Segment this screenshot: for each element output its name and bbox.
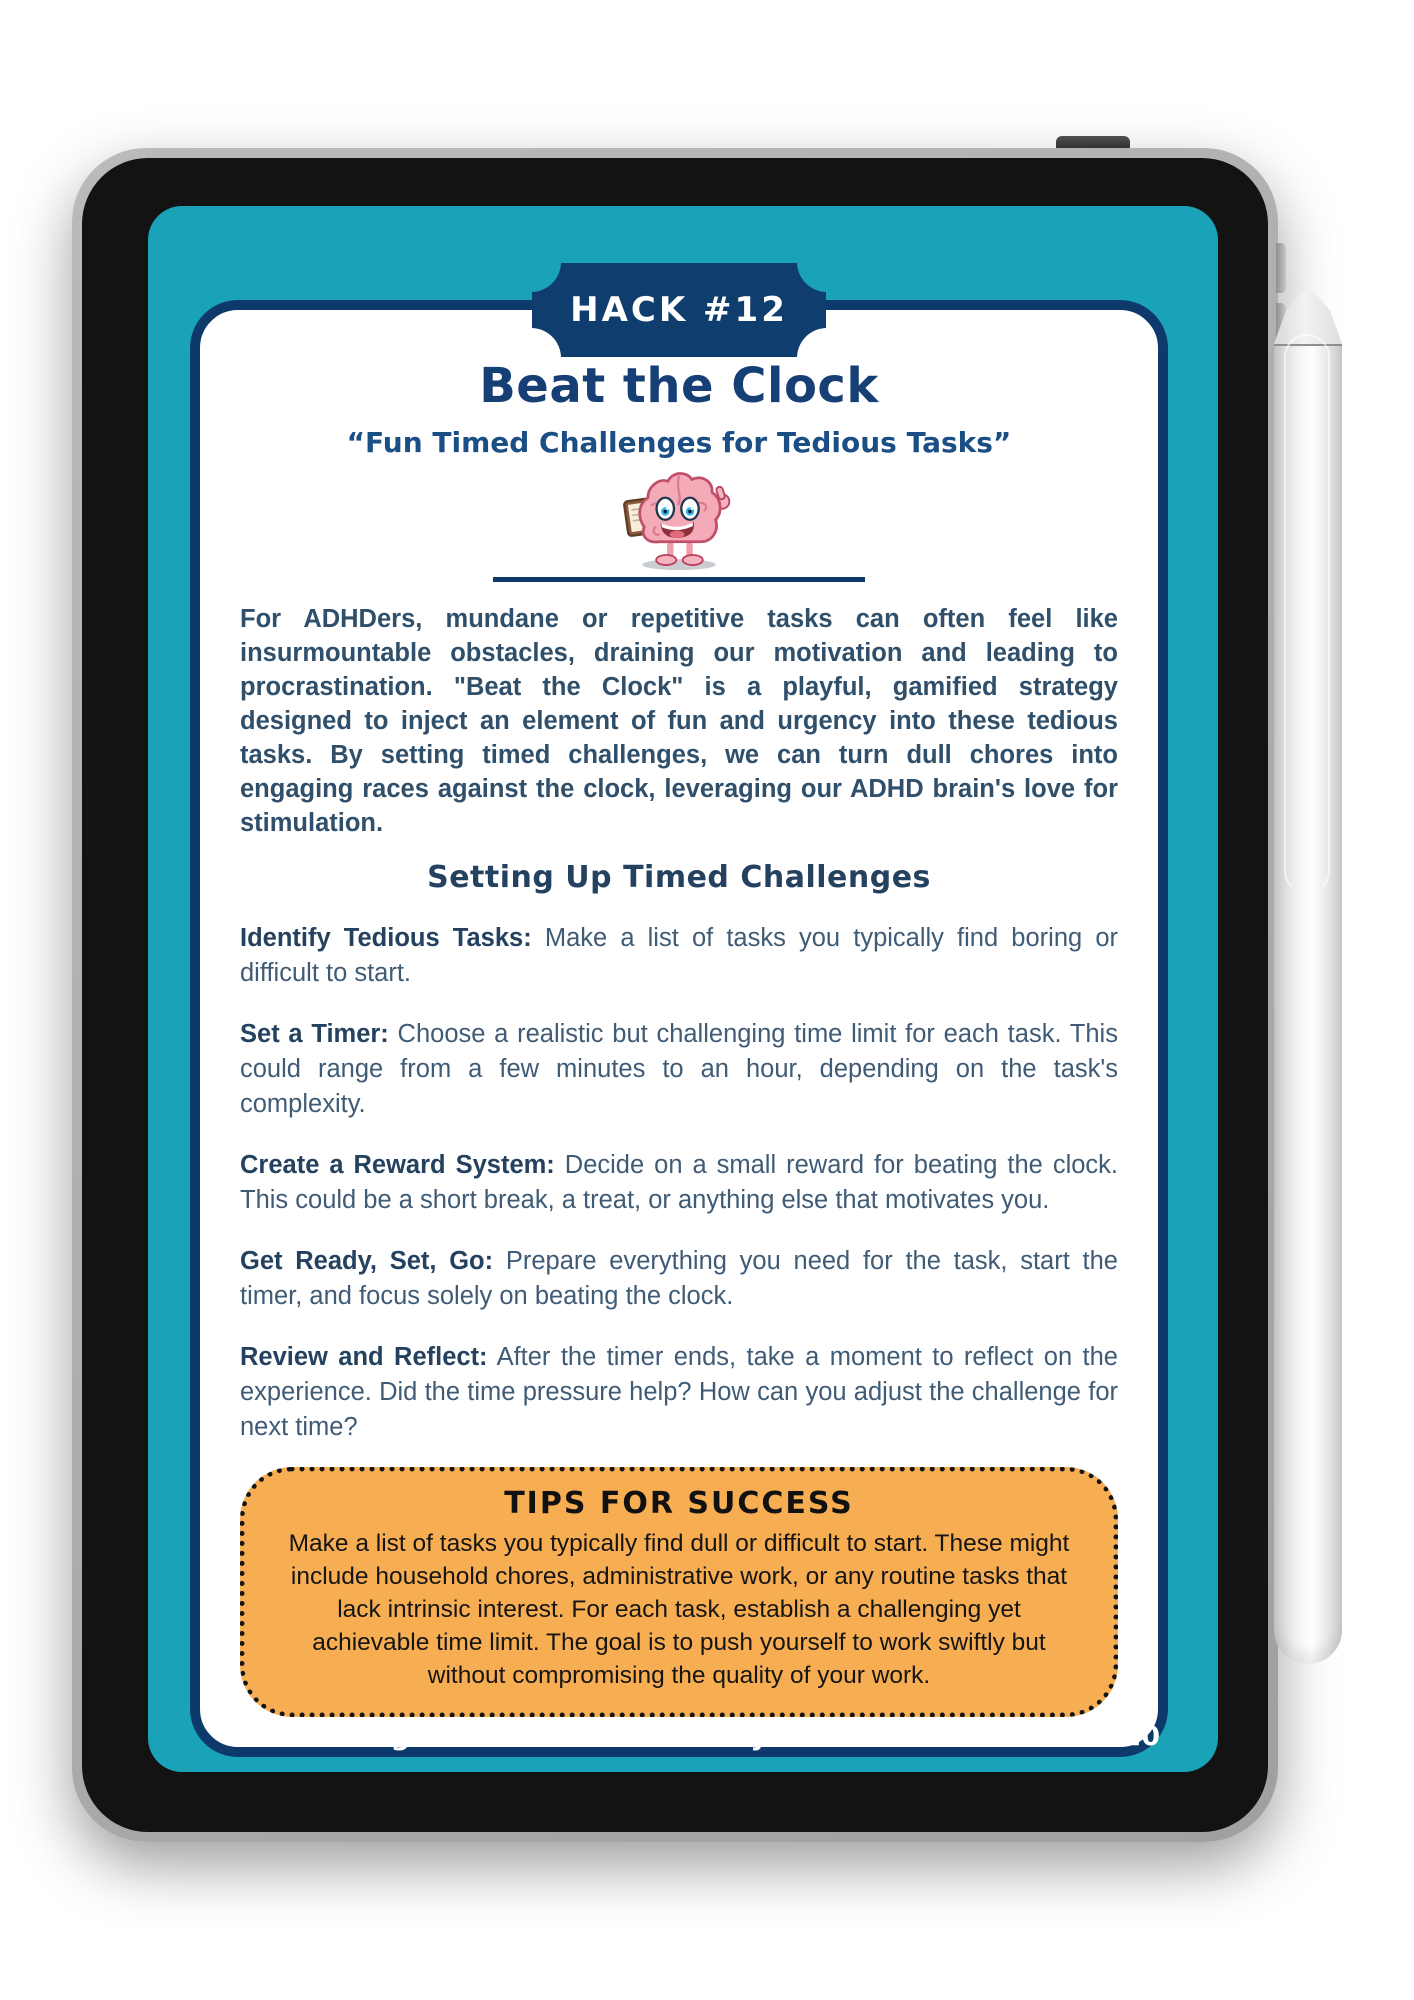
badge-corner-cut	[531, 262, 561, 292]
hack-badge	[532, 263, 826, 357]
brain-mascot-image	[240, 463, 1118, 571]
title-divider	[493, 577, 865, 582]
badge-corner-cut	[531, 328, 561, 358]
stylus	[1274, 288, 1342, 1664]
page-title: Beat the Clock	[479, 358, 879, 414]
badge-corner-cut	[797, 328, 827, 358]
tips-box	[240, 1467, 1118, 1717]
step-paragraph	[240, 1017, 1118, 1122]
step-label: Set a Timer:	[240, 1020, 389, 1048]
hack-badge-label: HACK #12	[570, 290, 788, 330]
section-heading: Setting Up Timed Challenges	[427, 860, 931, 895]
tablet-bezel	[82, 158, 1268, 1832]
tips-text: Make a list of tasks you typically find dull or difficult to start. These might include household chores, administrative work, or any routine tasks that lack intrinsic interest. For each task, establish a challenging yet achievable time limit. The goal is to push yourself to work swiftly but without compromising the quality of your work.	[288, 1530, 1070, 1689]
step-paragraph	[240, 1148, 1118, 1218]
intro-paragraph: For ADHDers, mundane or repetitive tasks can often feel like insurmountable obstacles, draining our motivation and leading to procrastination. "Beat the Clock" is a playful, gamified strategy designed to inject an element of fun and urgency into these tedious tasks. By setting timed challenges, we can turn dull chores into engaging races against the clock, leveraging our ADHD brain's love for stimulation.	[240, 605, 1118, 837]
step-paragraph	[240, 921, 1118, 991]
page-footer	[252, 1721, 1160, 1752]
step-label: Get Ready, Set, Go:	[240, 1247, 494, 1275]
step-text: Prepare everything you need for the task, start the timer, and focus solely on beating the clock.	[240, 1247, 1118, 1310]
tablet-screen	[148, 206, 1218, 1772]
step-paragraph	[240, 1244, 1118, 1314]
step-label: Review and Reflect:	[240, 1343, 488, 1371]
step-text: Choose a realistic but challenging time limit for each task. This could range from a few minutes to an hour, depending on the task's complexity.	[240, 1020, 1118, 1118]
volume-button-top[interactable]	[1276, 243, 1286, 293]
step-text: Decide on a small reward for beating the clock. This could be a short break, a treat, or anything else that motivates you.	[240, 1151, 1118, 1214]
step-label: Identify Tedious Tasks:	[240, 924, 532, 952]
tips-title: TIPS FOR SUCCESS	[504, 1486, 854, 1521]
badge-corner-cut	[797, 262, 827, 292]
step-paragraph	[240, 1340, 1118, 1445]
footer-left-label: Enhancing Focus and Productivity	[252, 1721, 769, 1752]
brain-mascot-icon	[614, 463, 744, 571]
ebook-page-card	[190, 290, 1168, 1757]
stylus-highlight	[1284, 334, 1330, 894]
step-text: After the timer ends, take a moment to reflect on the experience. Did the time pressure help? How can you adjust the challenge for next time?	[240, 1343, 1118, 1441]
footer-dots	[784, 1733, 1034, 1740]
tablet-frame	[72, 148, 1278, 1842]
page-subtitle: “Fun Timed Challenges for Tedious Tasks”	[346, 426, 1012, 459]
footer-page-number: PAGE 20	[1034, 1721, 1160, 1752]
step-label: Create a Reward System:	[240, 1151, 555, 1179]
step-text: Make a list of tasks you typically find boring or difficult to start.	[240, 924, 1118, 987]
